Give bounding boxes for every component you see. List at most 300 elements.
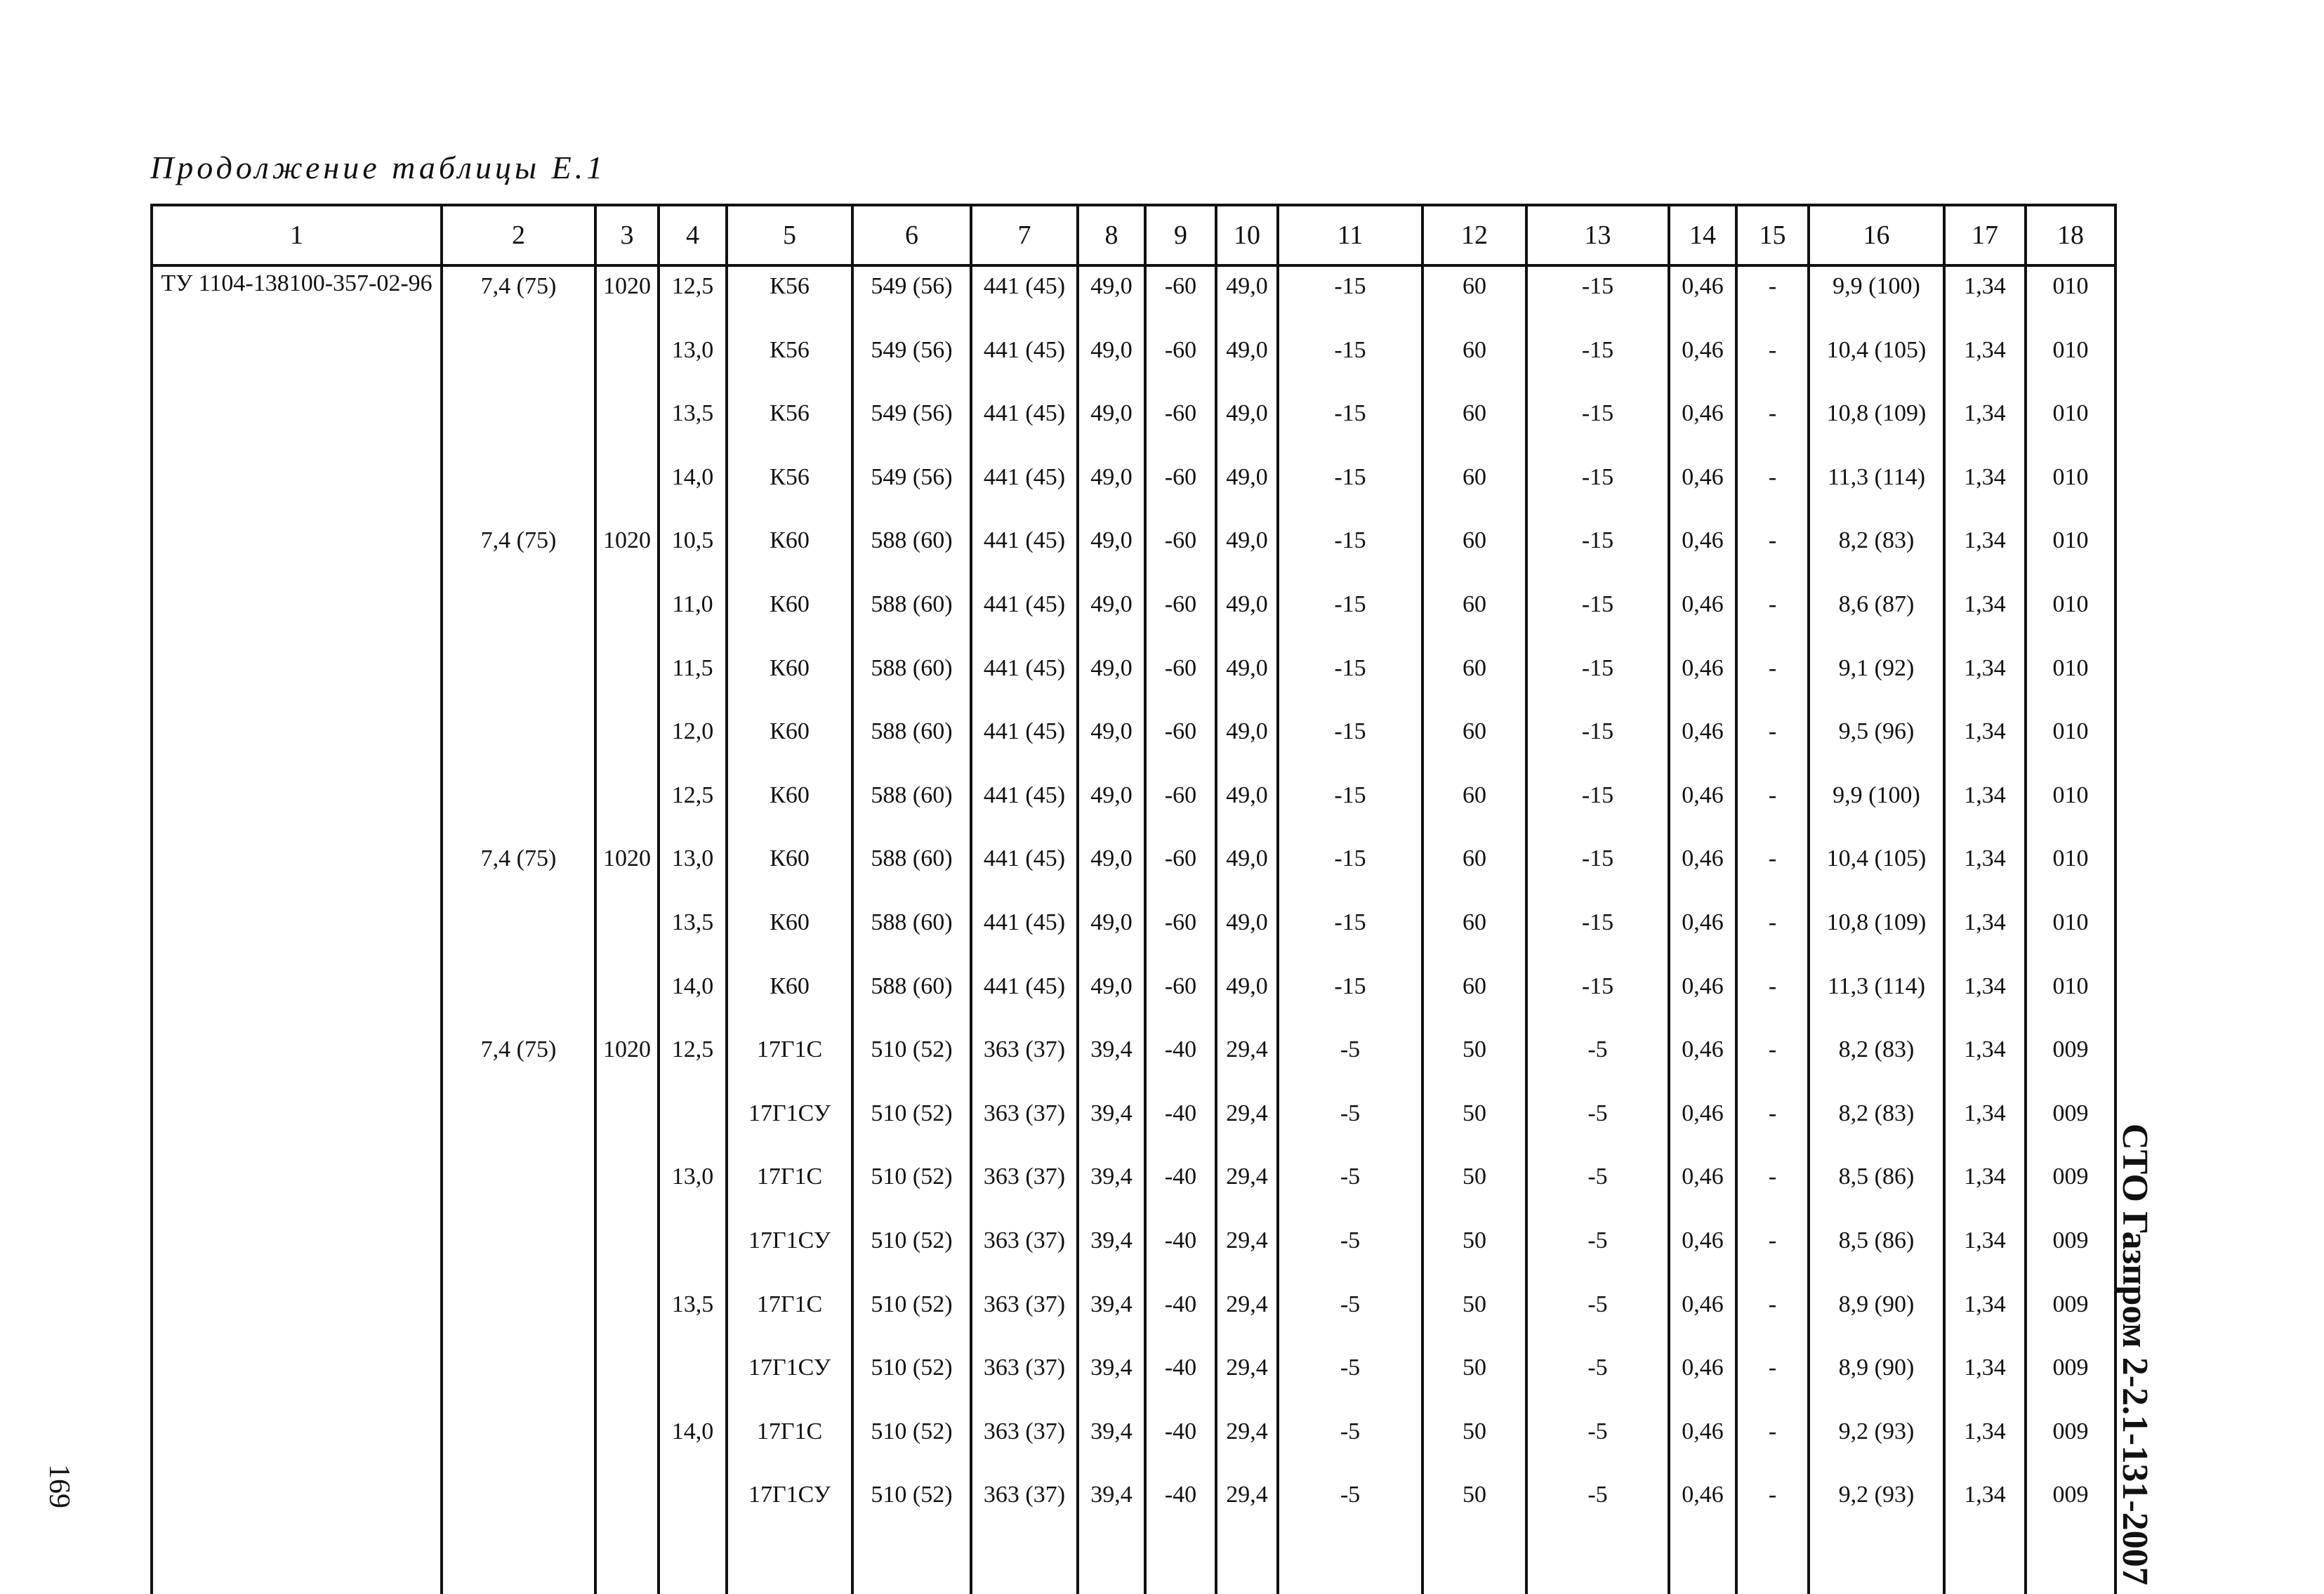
table-row xyxy=(152,649,2115,713)
table-caption: Продолжение таблицы Е.1 xyxy=(150,150,607,185)
table-cell xyxy=(595,394,659,458)
table-cell: 1,34 xyxy=(1944,1285,2026,1349)
table-cell: 13,0 xyxy=(659,1157,727,1221)
table-cell: -15 xyxy=(1278,839,1422,903)
table-cell: 1,34 xyxy=(1944,265,2026,331)
table-cell: -15 xyxy=(1526,649,1669,713)
table-row xyxy=(152,1348,2115,1412)
table-cell: 29,4 xyxy=(1216,1412,1278,1476)
table-cell: 12,5 xyxy=(659,776,727,840)
table-cell: 441 (45) xyxy=(971,967,1078,1031)
table-cell xyxy=(152,1348,442,1412)
table-row xyxy=(152,585,2115,649)
table-cell: 39,4 xyxy=(1078,1094,1145,1158)
table-cell xyxy=(595,649,659,713)
empty-cell xyxy=(595,1539,659,1594)
column-header: 12 xyxy=(1422,205,1526,265)
table-cell: 39,4 xyxy=(1078,1157,1145,1221)
table-filler-row xyxy=(152,1539,2115,1594)
table-cell: 549 (56) xyxy=(852,265,971,331)
table-cell: -40 xyxy=(1145,1475,1216,1539)
table-cell: -15 xyxy=(1526,712,1669,776)
table-cell: 17Г1С xyxy=(727,1285,852,1349)
table-row xyxy=(152,776,2115,840)
table-cell: -60 xyxy=(1145,585,1216,649)
table-cell: 49,0 xyxy=(1078,458,1145,522)
table-cell: 39,4 xyxy=(1078,1030,1145,1094)
table-cell: - xyxy=(1736,331,1809,395)
table-cell: 1,34 xyxy=(1944,712,2026,776)
table-cell: 12,5 xyxy=(659,265,727,331)
table-cell: 0,46 xyxy=(1669,1221,1736,1285)
table-cell: 363 (37) xyxy=(971,1475,1078,1539)
table-cell: 1,34 xyxy=(1944,394,2026,458)
table-cell: 1,34 xyxy=(1944,839,2026,903)
table-cell: -40 xyxy=(1145,1094,1216,1158)
table-row xyxy=(152,903,2115,967)
table-cell: 1,34 xyxy=(1944,967,2026,1031)
table-cell xyxy=(152,649,442,713)
table-cell: -5 xyxy=(1278,1157,1422,1221)
table-cell: 1,34 xyxy=(1944,903,2026,967)
table-cell: 11,3 (114) xyxy=(1809,458,1944,522)
table-cell: 9,5 (96) xyxy=(1809,712,1944,776)
table-cell: -15 xyxy=(1278,394,1422,458)
table-cell: -15 xyxy=(1526,265,1669,331)
table-cell xyxy=(152,458,442,522)
table-cell: -15 xyxy=(1526,776,1669,840)
table-cell: -40 xyxy=(1145,1221,1216,1285)
table-cell: -15 xyxy=(1526,521,1669,585)
table-cell: 010 xyxy=(2026,521,2115,585)
table-cell xyxy=(442,1221,595,1285)
table-cell: 60 xyxy=(1422,265,1526,331)
table-cell: 12,0 xyxy=(659,712,727,776)
table-cell: 010 xyxy=(2026,458,2115,522)
table-cell: 1,34 xyxy=(1944,1221,2026,1285)
table-cell: 39,4 xyxy=(1078,1285,1145,1349)
table-cell: 0,46 xyxy=(1669,839,1736,903)
table-cell xyxy=(595,1412,659,1476)
table-cell xyxy=(442,1157,595,1221)
table-cell: -60 xyxy=(1145,903,1216,967)
table-cell: -40 xyxy=(1145,1285,1216,1349)
table-row xyxy=(152,331,2115,395)
table-cell xyxy=(442,967,595,1031)
table-cell: - xyxy=(1736,394,1809,458)
table-cell: -15 xyxy=(1526,458,1669,522)
table-cell: 29,4 xyxy=(1216,1285,1278,1349)
empty-cell xyxy=(1736,1539,1809,1594)
table-cell: 0,46 xyxy=(1669,458,1736,522)
table-cell: 010 xyxy=(2026,712,2115,776)
table-cell: -15 xyxy=(1526,967,1669,1031)
table-cell: -5 xyxy=(1526,1412,1669,1476)
table-cell: - xyxy=(1736,967,1809,1031)
header-row xyxy=(152,205,2115,265)
table-cell: - xyxy=(1736,1221,1809,1285)
table-cell: 1,34 xyxy=(1944,649,2026,713)
table-cell: 1,34 xyxy=(1944,331,2026,395)
table-cell: 1,34 xyxy=(1944,776,2026,840)
table-cell: 39,4 xyxy=(1078,1412,1145,1476)
table-cell: 8,5 (86) xyxy=(1809,1221,1944,1285)
table-cell: -5 xyxy=(1526,1348,1669,1412)
table-cell: -5 xyxy=(1526,1030,1669,1094)
table-cell: -5 xyxy=(1278,1285,1422,1349)
table-cell: 1,34 xyxy=(1944,1094,2026,1158)
table-row xyxy=(152,1030,2115,1094)
table-cell: 1020 xyxy=(595,521,659,585)
table-cell: 0,46 xyxy=(1669,903,1736,967)
table-row xyxy=(152,712,2115,776)
table-cell: -5 xyxy=(1526,1475,1669,1539)
table-cell: К56 xyxy=(727,331,852,395)
table-cell: 010 xyxy=(2026,331,2115,395)
table-row xyxy=(152,1221,2115,1285)
document-code: СТО Газпром 2-2.1-131-2007 xyxy=(2115,1124,2155,1586)
table-cell: 17Г1С xyxy=(727,1030,852,1094)
table-cell: -15 xyxy=(1278,265,1422,331)
table-cell: 0,46 xyxy=(1669,1030,1736,1094)
table-cell: 010 xyxy=(2026,839,2115,903)
table-cell xyxy=(595,903,659,967)
table-cell: 49,0 xyxy=(1216,649,1278,713)
table-cell: 0,46 xyxy=(1669,265,1736,331)
column-header: 10 xyxy=(1216,205,1278,265)
column-header: 15 xyxy=(1736,205,1809,265)
table-cell: 009 xyxy=(2026,1094,2115,1158)
table-cell: -15 xyxy=(1278,521,1422,585)
table-cell: 510 (52) xyxy=(852,1157,971,1221)
table-cell: 010 xyxy=(2026,394,2115,458)
table-cell: 0,46 xyxy=(1669,1348,1736,1412)
table-cell: 50 xyxy=(1422,1348,1526,1412)
column-header: 4 xyxy=(659,205,727,265)
table-cell xyxy=(152,1475,442,1539)
table-cell xyxy=(152,839,442,903)
table-cell: 60 xyxy=(1422,776,1526,840)
table-cell xyxy=(442,1285,595,1349)
table-cell: 510 (52) xyxy=(852,1412,971,1476)
table-cell: 29,4 xyxy=(1216,1475,1278,1539)
table-row xyxy=(152,839,2115,903)
table-cell: 39,4 xyxy=(1078,1348,1145,1412)
table-cell: 8,2 (83) xyxy=(1809,521,1944,585)
table-cell xyxy=(152,331,442,395)
table-cell: 11,3 (114) xyxy=(1809,967,1944,1031)
table-cell: 549 (56) xyxy=(852,331,971,395)
table-cell: 009 xyxy=(2026,1412,2115,1476)
table-cell: 9,9 (100) xyxy=(1809,776,1944,840)
table-cell: 49,0 xyxy=(1078,331,1145,395)
table-cell: -15 xyxy=(1278,331,1422,395)
table-cell: 12,5 xyxy=(659,1030,727,1094)
column-header: 11 xyxy=(1278,205,1422,265)
table-cell: 510 (52) xyxy=(852,1475,971,1539)
table-cell: - xyxy=(1736,712,1809,776)
table-cell: -15 xyxy=(1278,649,1422,713)
table-cell: 49,0 xyxy=(1078,903,1145,967)
table-cell: 13,0 xyxy=(659,331,727,395)
table-cell: -5 xyxy=(1278,1475,1422,1539)
table-cell: -60 xyxy=(1145,521,1216,585)
table-cell: 29,4 xyxy=(1216,1157,1278,1221)
table-cell: 8,6 (87) xyxy=(1809,585,1944,649)
table-cell: 50 xyxy=(1422,1030,1526,1094)
table-cell xyxy=(442,1475,595,1539)
table-cell: -60 xyxy=(1145,967,1216,1031)
table-cell: 49,0 xyxy=(1078,649,1145,713)
table-cell: 8,5 (86) xyxy=(1809,1157,1944,1221)
table-cell: 60 xyxy=(1422,585,1526,649)
table-cell: -15 xyxy=(1526,585,1669,649)
table-cell: К60 xyxy=(727,839,852,903)
table-cell xyxy=(442,585,595,649)
table-cell: 1020 xyxy=(595,839,659,903)
table-cell: К60 xyxy=(727,649,852,713)
table-cell: 510 (52) xyxy=(852,1094,971,1158)
column-header: 5 xyxy=(727,205,852,265)
table-cell: 10,4 (105) xyxy=(1809,331,1944,395)
table-cell: 009 xyxy=(2026,1285,2115,1349)
table-cell: 363 (37) xyxy=(971,1285,1078,1349)
empty-cell xyxy=(1809,1539,1944,1594)
table-cell: 29,4 xyxy=(1216,1348,1278,1412)
table-cell xyxy=(659,1094,727,1158)
table-cell: 49,0 xyxy=(1078,967,1145,1031)
table-cell: - xyxy=(1736,1412,1809,1476)
table-cell: 13,5 xyxy=(659,394,727,458)
table-cell: 0,46 xyxy=(1669,1094,1736,1158)
table-cell: 441 (45) xyxy=(971,712,1078,776)
table-cell xyxy=(442,1412,595,1476)
table-cell xyxy=(595,712,659,776)
table-cell: 49,0 xyxy=(1216,521,1278,585)
table-cell xyxy=(442,649,595,713)
table-cell xyxy=(152,967,442,1031)
column-header: 1 xyxy=(152,205,442,265)
table-cell: -40 xyxy=(1145,1157,1216,1221)
table-cell xyxy=(595,1285,659,1349)
table-cell: 49,0 xyxy=(1078,521,1145,585)
table-row xyxy=(152,1412,2115,1476)
table-cell: 11,5 xyxy=(659,649,727,713)
table-cell xyxy=(152,903,442,967)
table-cell: -5 xyxy=(1278,1030,1422,1094)
table-cell: 009 xyxy=(2026,1030,2115,1094)
column-header: 6 xyxy=(852,205,971,265)
table-cell: -15 xyxy=(1278,712,1422,776)
table-cell: 17Г1С xyxy=(727,1412,852,1476)
table-cell xyxy=(442,1348,595,1412)
table-cell: 363 (37) xyxy=(971,1094,1078,1158)
table-cell: 588 (60) xyxy=(852,521,971,585)
table-cell: 1,34 xyxy=(1944,458,2026,522)
table-cell: 8,9 (90) xyxy=(1809,1348,1944,1412)
table-cell xyxy=(152,1094,442,1158)
table-cell: 17Г1СУ xyxy=(727,1475,852,1539)
table-cell: -40 xyxy=(1145,1348,1216,1412)
column-header: 3 xyxy=(595,205,659,265)
table-cell: -5 xyxy=(1526,1094,1669,1158)
table-cell: 49,0 xyxy=(1216,265,1278,331)
table-cell: 0,46 xyxy=(1669,776,1736,840)
table-cell: 50 xyxy=(1422,1475,1526,1539)
column-header: 16 xyxy=(1809,205,1944,265)
table-cell: 13,5 xyxy=(659,1285,727,1349)
table-cell: 441 (45) xyxy=(971,394,1078,458)
table-cell: К60 xyxy=(727,712,852,776)
column-header: 9 xyxy=(1145,205,1216,265)
table-cell: 0,46 xyxy=(1669,712,1736,776)
table-cell: - xyxy=(1736,265,1809,331)
empty-cell xyxy=(152,1539,442,1594)
table-cell: -15 xyxy=(1526,903,1669,967)
table-cell: - xyxy=(1736,776,1809,840)
table-cell: 60 xyxy=(1422,458,1526,522)
table-cell: 441 (45) xyxy=(971,839,1078,903)
table-cell: 50 xyxy=(1422,1094,1526,1158)
table-cell: 1,34 xyxy=(1944,1348,2026,1412)
table-cell: 7,4 (75) xyxy=(442,1030,595,1094)
table-cell xyxy=(595,585,659,649)
table-cell: 49,0 xyxy=(1216,585,1278,649)
table-cell: -5 xyxy=(1526,1221,1669,1285)
table-cell: 60 xyxy=(1422,521,1526,585)
table-cell: К60 xyxy=(727,903,852,967)
table-cell: 441 (45) xyxy=(971,458,1078,522)
table-cell xyxy=(152,1157,442,1221)
table-cell: 0,46 xyxy=(1669,649,1736,713)
table-cell: -5 xyxy=(1526,1285,1669,1349)
table-row xyxy=(152,967,2115,1031)
table-cell: 50 xyxy=(1422,1157,1526,1221)
table-cell: 0,46 xyxy=(1669,331,1736,395)
table-cell xyxy=(595,1094,659,1158)
table-cell: -15 xyxy=(1278,776,1422,840)
table-cell xyxy=(595,1348,659,1412)
table-cell: 1,34 xyxy=(1944,585,2026,649)
table-cell xyxy=(152,521,442,585)
table-cell: 010 xyxy=(2026,776,2115,840)
table-cell: 7,4 (75) xyxy=(442,839,595,903)
table-cell: 009 xyxy=(2026,1348,2115,1412)
table-cell: 441 (45) xyxy=(971,776,1078,840)
table-cell: 49,0 xyxy=(1216,458,1278,522)
table-cell: -5 xyxy=(1278,1094,1422,1158)
table-cell: 14,0 xyxy=(659,1412,727,1476)
table-cell: - xyxy=(1736,649,1809,713)
empty-cell xyxy=(1944,1539,2026,1594)
table-cell: 10,5 xyxy=(659,521,727,585)
table-cell: 49,0 xyxy=(1216,839,1278,903)
table-cell xyxy=(595,1157,659,1221)
table-cell: -15 xyxy=(1278,903,1422,967)
table-cell: ТУ 1104-138100-357-02-96 xyxy=(152,265,442,331)
table-cell: 510 (52) xyxy=(852,1030,971,1094)
table-cell: 0,46 xyxy=(1669,1475,1736,1539)
table-cell: 10,4 (105) xyxy=(1809,839,1944,903)
table-cell: -60 xyxy=(1145,776,1216,840)
table-row xyxy=(152,1094,2115,1158)
table-cell xyxy=(442,712,595,776)
table-cell: 17Г1СУ xyxy=(727,1221,852,1285)
empty-cell xyxy=(1278,1539,1422,1594)
table-cell: К56 xyxy=(727,394,852,458)
table-cell xyxy=(595,1221,659,1285)
empty-cell xyxy=(2026,1539,2115,1594)
table-cell: 0,46 xyxy=(1669,1157,1736,1221)
table-cell: - xyxy=(1736,1285,1809,1349)
table-cell xyxy=(595,458,659,522)
table-cell: 49,0 xyxy=(1216,776,1278,840)
table-cell xyxy=(659,1221,727,1285)
table-cell: - xyxy=(1736,1094,1809,1158)
table-cell xyxy=(442,458,595,522)
table-cell: 29,4 xyxy=(1216,1094,1278,1158)
table-cell: -15 xyxy=(1278,967,1422,1031)
table-cell: 1,34 xyxy=(1944,1475,2026,1539)
empty-cell xyxy=(852,1539,971,1594)
table-row xyxy=(152,458,2115,522)
table-cell: 49,0 xyxy=(1216,712,1278,776)
table-cell xyxy=(442,776,595,840)
table-cell: 441 (45) xyxy=(971,585,1078,649)
table-cell: - xyxy=(1736,1157,1809,1221)
table-row xyxy=(152,1475,2115,1539)
table-cell: 441 (45) xyxy=(971,903,1078,967)
table-cell: 009 xyxy=(2026,1157,2115,1221)
table-cell: 50 xyxy=(1422,1221,1526,1285)
table-cell: К56 xyxy=(727,458,852,522)
table-cell: 0,46 xyxy=(1669,585,1736,649)
table-cell: -60 xyxy=(1145,649,1216,713)
table-cell: 17Г1СУ xyxy=(727,1094,852,1158)
table-body xyxy=(152,265,2115,1594)
empty-cell xyxy=(1669,1539,1736,1594)
table-row xyxy=(152,394,2115,458)
page-number: 169 xyxy=(43,1464,75,1508)
table-cell: -60 xyxy=(1145,331,1216,395)
table-cell: 29,4 xyxy=(1216,1030,1278,1094)
table-cell: - xyxy=(1736,458,1809,522)
table-cell: - xyxy=(1736,839,1809,903)
table-cell xyxy=(152,585,442,649)
table-cell: 10,8 (109) xyxy=(1809,394,1944,458)
table-cell: 8,2 (83) xyxy=(1809,1030,1944,1094)
table-cell: 9,2 (93) xyxy=(1809,1412,1944,1476)
table-cell: -40 xyxy=(1145,1412,1216,1476)
table-cell: 49,0 xyxy=(1216,331,1278,395)
table-cell: 588 (60) xyxy=(852,776,971,840)
empty-cell xyxy=(971,1539,1078,1594)
table-cell: 441 (45) xyxy=(971,331,1078,395)
table-cell xyxy=(152,394,442,458)
empty-cell xyxy=(659,1539,727,1594)
table-cell: -15 xyxy=(1526,331,1669,395)
table-cell: 363 (37) xyxy=(971,1157,1078,1221)
table-row xyxy=(152,521,2115,585)
table-cell xyxy=(442,331,595,395)
empty-cell xyxy=(1422,1539,1526,1594)
table-cell: 009 xyxy=(2026,1221,2115,1285)
table-cell: -15 xyxy=(1278,458,1422,522)
column-header: 7 xyxy=(971,205,1078,265)
table-cell: К60 xyxy=(727,521,852,585)
column-header: 13 xyxy=(1526,205,1669,265)
table-cell: 49,0 xyxy=(1078,585,1145,649)
